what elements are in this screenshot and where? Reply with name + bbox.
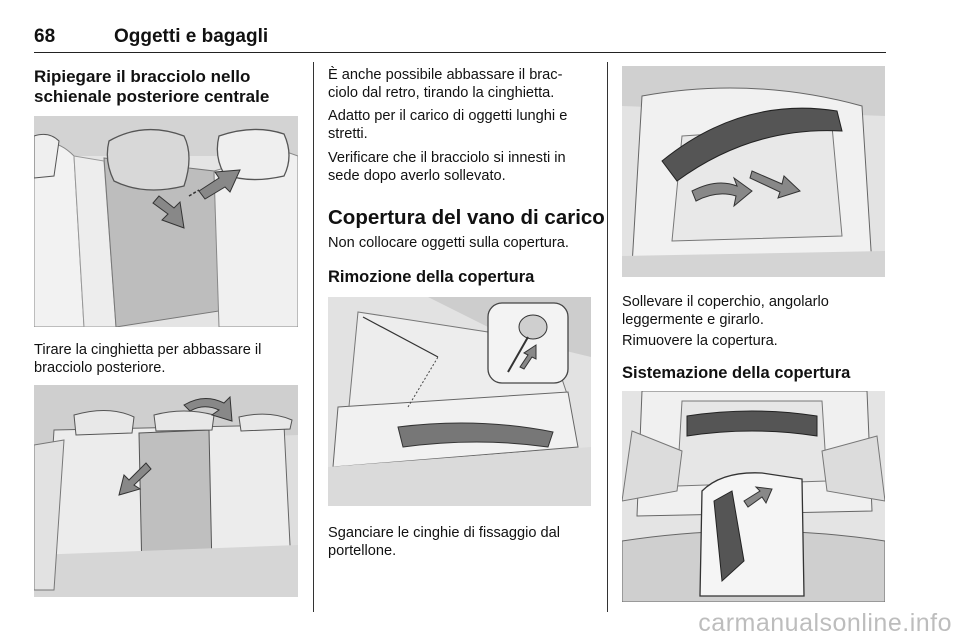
- figure-cover-placement: [622, 391, 885, 602]
- placement-subheading: Sistemazione della copertura: [622, 364, 851, 382]
- page-header: [34, 22, 886, 53]
- armrest-caption: Tirare la cinghietta per abbassare il bracciolo posteriore.: [34, 342, 262, 376]
- cargo-cover-note: Non collocare oggetti sulla copertura.: [328, 235, 569, 251]
- figure-armrest-rear: [34, 385, 298, 597]
- chapter-title: Oggetti e bagagli: [114, 26, 269, 47]
- figure-armrest-seat: [34, 116, 298, 327]
- cover-remove-text: Rimuovere la copertura.: [622, 333, 778, 349]
- col2-paragraph-2: Adatto per il carico di oggetti lunghi e stretti.: [328, 108, 568, 142]
- armrest-heading: Ripiegare il bracciolo nello schienale posteriore centrale: [34, 67, 270, 106]
- watermark: carmanualsonline.info: [698, 609, 952, 637]
- removal-subheading: Rimozione della copertura: [328, 268, 535, 286]
- figure-cover-lift: [622, 66, 885, 277]
- column-divider-2: [607, 62, 608, 612]
- col2-paragraph-3: Verificare che il bracciolo si innesti in sede dopo averlo sollevato.: [328, 150, 566, 184]
- figure-tailgate-straps: [328, 297, 591, 506]
- cover-lift-caption: Sollevare il coperchio, angolarlo leggermente e girarlo.: [622, 294, 829, 328]
- col2-paragraph-1: È anche possibile abbassare il brac- ciolo dal retro, tirando la cinghietta.: [328, 67, 563, 101]
- column-divider-1: [313, 62, 314, 612]
- page-number: 68: [34, 26, 56, 47]
- tailgate-caption: Sganciare le cinghie di fissaggio dal portellone.: [328, 525, 561, 559]
- cargo-cover-section-title: Copertura del vano di carico: [328, 206, 605, 229]
